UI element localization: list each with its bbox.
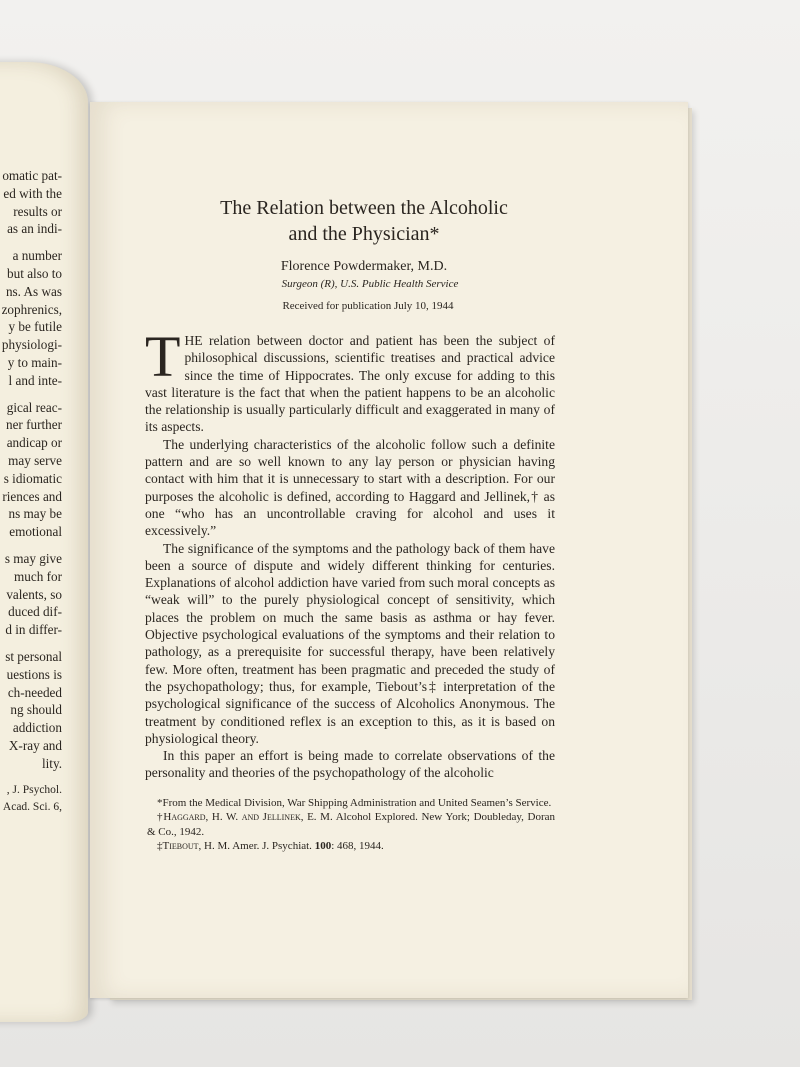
left-line: X-ray and <box>8 737 62 753</box>
left-line: emotional <box>9 524 62 540</box>
left-line: l and inte- <box>8 372 62 388</box>
footnote <box>147 839 555 854</box>
affiliation: Surgeon (R), U.S. Public Health Service <box>281 278 459 290</box>
left-line: ns may be <box>8 506 62 522</box>
article-title <box>145 195 555 247</box>
paragraph <box>145 324 555 436</box>
left-line: s idiomatic <box>3 470 62 486</box>
left-line: ng should <box>10 702 62 718</box>
footnote <box>147 810 555 839</box>
paragraph: In this paper an effort is being made to correlate observations of the personality and theories of the psychopathology of the alcoholic <box>145 748 555 781</box>
footnote-journal: Amer. J. Psychiat. <box>232 840 312 853</box>
left-line: duced dif- <box>8 604 62 620</box>
left-line: much for <box>14 568 62 584</box>
paragraph: The significance of the symptoms and the pathology back of them have been a source of dispute and widely different thinking for centuries. Explanations of alcohol addiction have varied from such moral concepts as “weak will” to the purely physiological concept of sensitivity, which places the problem on much the same basis as asthma or hay fever. Objective psychological evaluations of the symptoms and their relation to pathology, as a prerequisite for successful therapy, have been relatively few. More often, treatment has been pragmatic and preceded the study of the psychopathology; thus, for example, Tiebout’s‡ interpretation of the psychological significance of the success of Alcoholics Anonymous. The treatment by conditioned reflex is an exception to this, as it is based on physiological theory. <box>145 540 555 746</box>
footnote-text: Alcohol Explored. New York; Doubleday, Doran & Co., 1942. <box>147 811 555 838</box>
left-line: st personal <box>5 648 62 664</box>
left-line: valents, so <box>6 586 62 602</box>
left-line: d in differ- <box>5 622 62 638</box>
footnote-mark: ‡ <box>157 840 163 853</box>
left-line: physiologi- <box>1 337 62 353</box>
title-line-2: and the Physician* <box>288 223 440 245</box>
left-line: ch-needed <box>7 684 62 700</box>
footnote-authors: Tiebout, H. M. <box>162 840 231 853</box>
left-line: riences and <box>2 488 62 504</box>
left-line: ns. As was <box>5 283 62 299</box>
left-line: ed with the <box>3 185 62 201</box>
article <box>145 195 555 854</box>
left-page <box>0 62 88 1022</box>
left-line: results or <box>13 203 62 219</box>
article-body <box>145 324 555 782</box>
footnote-volume: 100 <box>314 840 332 853</box>
footnotes <box>145 796 555 854</box>
left-line: addiction <box>12 720 62 736</box>
footnote-mark: † <box>157 811 164 824</box>
left-line: but also to <box>7 265 62 281</box>
title-line-1: The Relation between the Alcoholic <box>220 197 508 219</box>
left-line: omatic pat- <box>2 168 62 183</box>
left-line: , J. Psychol. <box>6 783 62 796</box>
left-line: uestions is <box>6 666 62 682</box>
left-line: zophrenics, <box>1 301 62 317</box>
footnote: *From the Medical Division, War Shipping Administration and United Seamen’s Service. <box>157 796 552 809</box>
author: Florence Powdermaker, M.D. <box>280 259 448 274</box>
left-line: a number <box>12 248 62 264</box>
left-line: ner further <box>5 417 62 433</box>
paragraph: The underlying characteristics of the alcoholic follow such a definite pattern and are so well known to any lay person or physician having contact with him that it is unnecessary to start with a description. For our purposes the alcoholic is defined, according to Haggard and Jellinek,† as one “who has an uncontrollable craving for alcohol and uses it excessively.” <box>145 436 555 539</box>
paragraph-text: HE relation between doctor and patient has been the subject of philosophical discussions, scientific treatises and practical advice since the time of Hippocrates. The only excuse for adding to this vast literature is the fact that when the patient happens to be an alcoholic the relationship is usually particularly difficult and exaggerated in many of its aspects. <box>145 333 555 435</box>
left-page-text <box>0 167 62 817</box>
left-line: andicap or <box>6 435 62 451</box>
footnote-text: : 468, 1944. <box>331 840 384 853</box>
left-line: Acad. Sci. 6, <box>2 801 62 814</box>
left-line: may serve <box>8 452 62 468</box>
drop-cap: T <box>145 324 181 389</box>
left-line: y be futile <box>8 319 62 335</box>
left-line: as an indi- <box>7 221 62 237</box>
left-line: gical reac- <box>6 399 62 415</box>
left-line: lity. <box>41 755 62 771</box>
received-date: Received for publication July 10, 1944 <box>282 300 454 312</box>
left-line: y to main- <box>7 354 62 370</box>
left-line: s may give <box>4 550 62 566</box>
footnote-authors: Haggard, H. W. and Jellinek, E. M. <box>163 811 333 824</box>
